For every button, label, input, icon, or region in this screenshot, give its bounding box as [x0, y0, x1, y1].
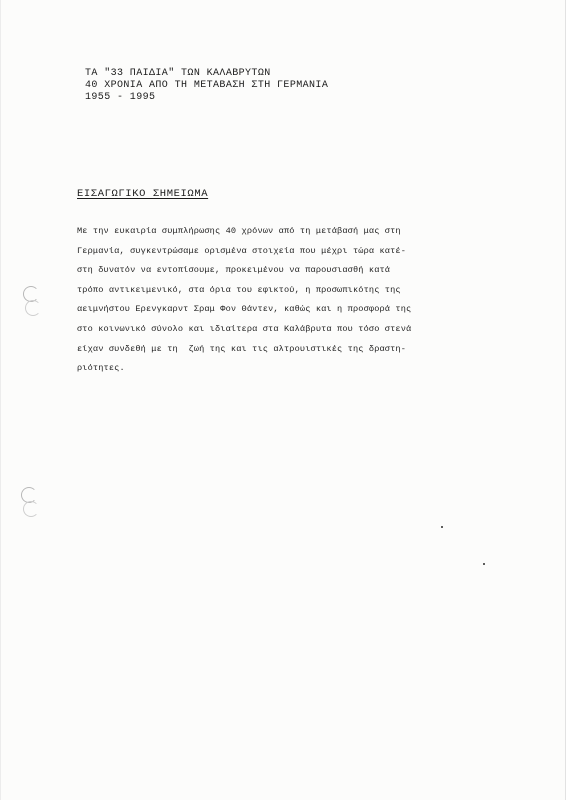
punch-hole-bottom-lower — [23, 501, 39, 517]
paragraph-line: στη δυνατόν να εντοπίσουμε, προκειμένου να παρουσιασθή κατά — [77, 265, 391, 276]
paragraph-line: ριότητες. — [77, 363, 125, 374]
header-subtitle-line: 40 ΧΡΟΝΙΑ ΑΠΟ ΤΗ ΜΕΤΑΒΑΣΗ ΣΤΗ ΓΕΡΜΑΝΙΑ — [85, 80, 329, 91]
document-header — [85, 68, 328, 104]
scan-speck — [441, 526, 443, 528]
intro-paragraph — [77, 222, 507, 379]
header-years-line: 1955 - 1995 — [85, 92, 156, 103]
paragraph-line: αειμνήστου Ερενγκαρντ Σραμ Φον Θάντεν, καθώς και η προσφορά της — [77, 304, 412, 315]
header-title-line: ΤΑ "33 ΠΑΙΔΙΑ" ΤΩΝ ΚΑΛΑΒΡΥΤΩΝ — [85, 68, 271, 79]
paragraph-line: Με την ευκαιρία συμπλήρωσης 40 χρόνων από τη μετάβασή μας στη — [77, 226, 401, 236]
paragraph-line: είχαν συνδεθή με τη ζωή της και τις αλτρουιστικές της δραστη- — [77, 343, 407, 354]
scan-speck — [483, 563, 485, 565]
paragraph-line: στο κοινωνικό σύνολο και ιδιαίτερα στα Καλάβρυτα που τόσο στενά — [77, 323, 412, 334]
section-heading: ΕΙΣΑΓΩΓΙΚΟ ΣΗΜΕΙΩΜΑ — [77, 188, 209, 200]
paragraph-line: τρόπο αντικειμενικό, στα όρια του εφικτού, η προσωπικότης της — [77, 284, 401, 295]
punch-hole-top-lower — [25, 300, 41, 316]
paragraph-line: Γερμανία, συγκεντρώσαμε ορισμένα στοιχεία που μέχρι τώρα κατέ- — [77, 245, 407, 256]
